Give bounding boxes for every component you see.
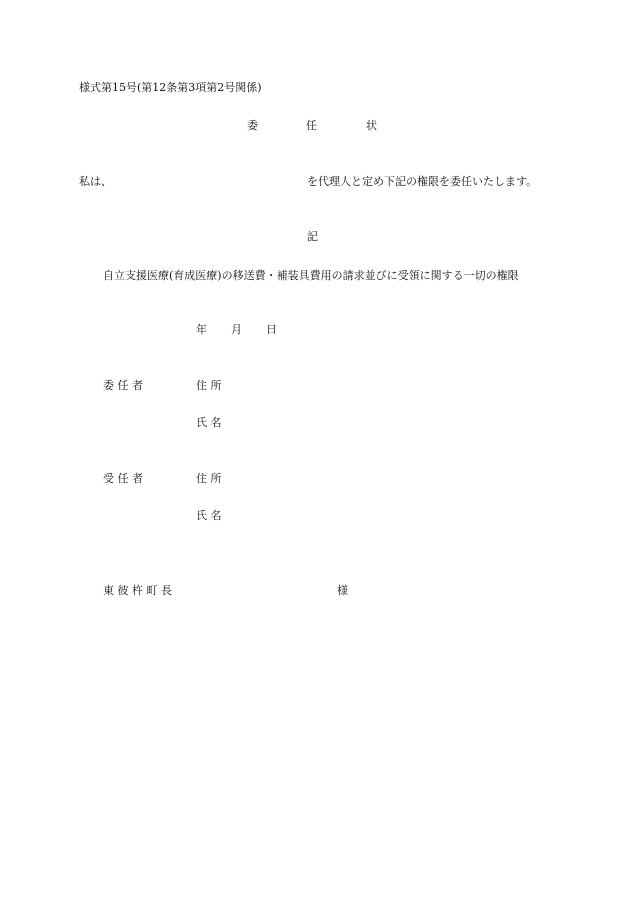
title-char-2: 任 bbox=[306, 119, 317, 132]
date-month-label: 月 bbox=[231, 323, 242, 336]
date-day-label: 日 bbox=[266, 323, 277, 336]
delegator-address-label: 住 所 bbox=[196, 379, 222, 392]
addressee-title: 東 彼 杵 町 長 bbox=[103, 584, 172, 597]
section-ki: 記 bbox=[307, 230, 318, 243]
delegator-name-label: 氏 名 bbox=[196, 416, 222, 429]
intro-prefix: 私は、 bbox=[79, 175, 112, 188]
authority-text: 自立支援医療(育成医療)の移送費・補装具費用の請求並びに受領に関する一切の権限 bbox=[103, 269, 519, 282]
delegate-label: 受 任 者 bbox=[103, 472, 143, 485]
addressee-honorific: 様 bbox=[337, 584, 348, 597]
delegate-name-label: 氏 名 bbox=[196, 509, 222, 522]
form-number: 様式第15号(第12条第3項第2号関係) bbox=[79, 81, 262, 94]
title-char-3: 状 bbox=[366, 119, 377, 132]
date-year-label: 年 bbox=[196, 323, 207, 336]
title-char-1: 委 bbox=[247, 119, 258, 132]
intro-suffix: を代理人と定め下記の権限を委任いたします。 bbox=[307, 175, 538, 188]
delegate-address-label: 住 所 bbox=[196, 472, 222, 485]
delegator-label: 委 任 者 bbox=[103, 379, 143, 392]
